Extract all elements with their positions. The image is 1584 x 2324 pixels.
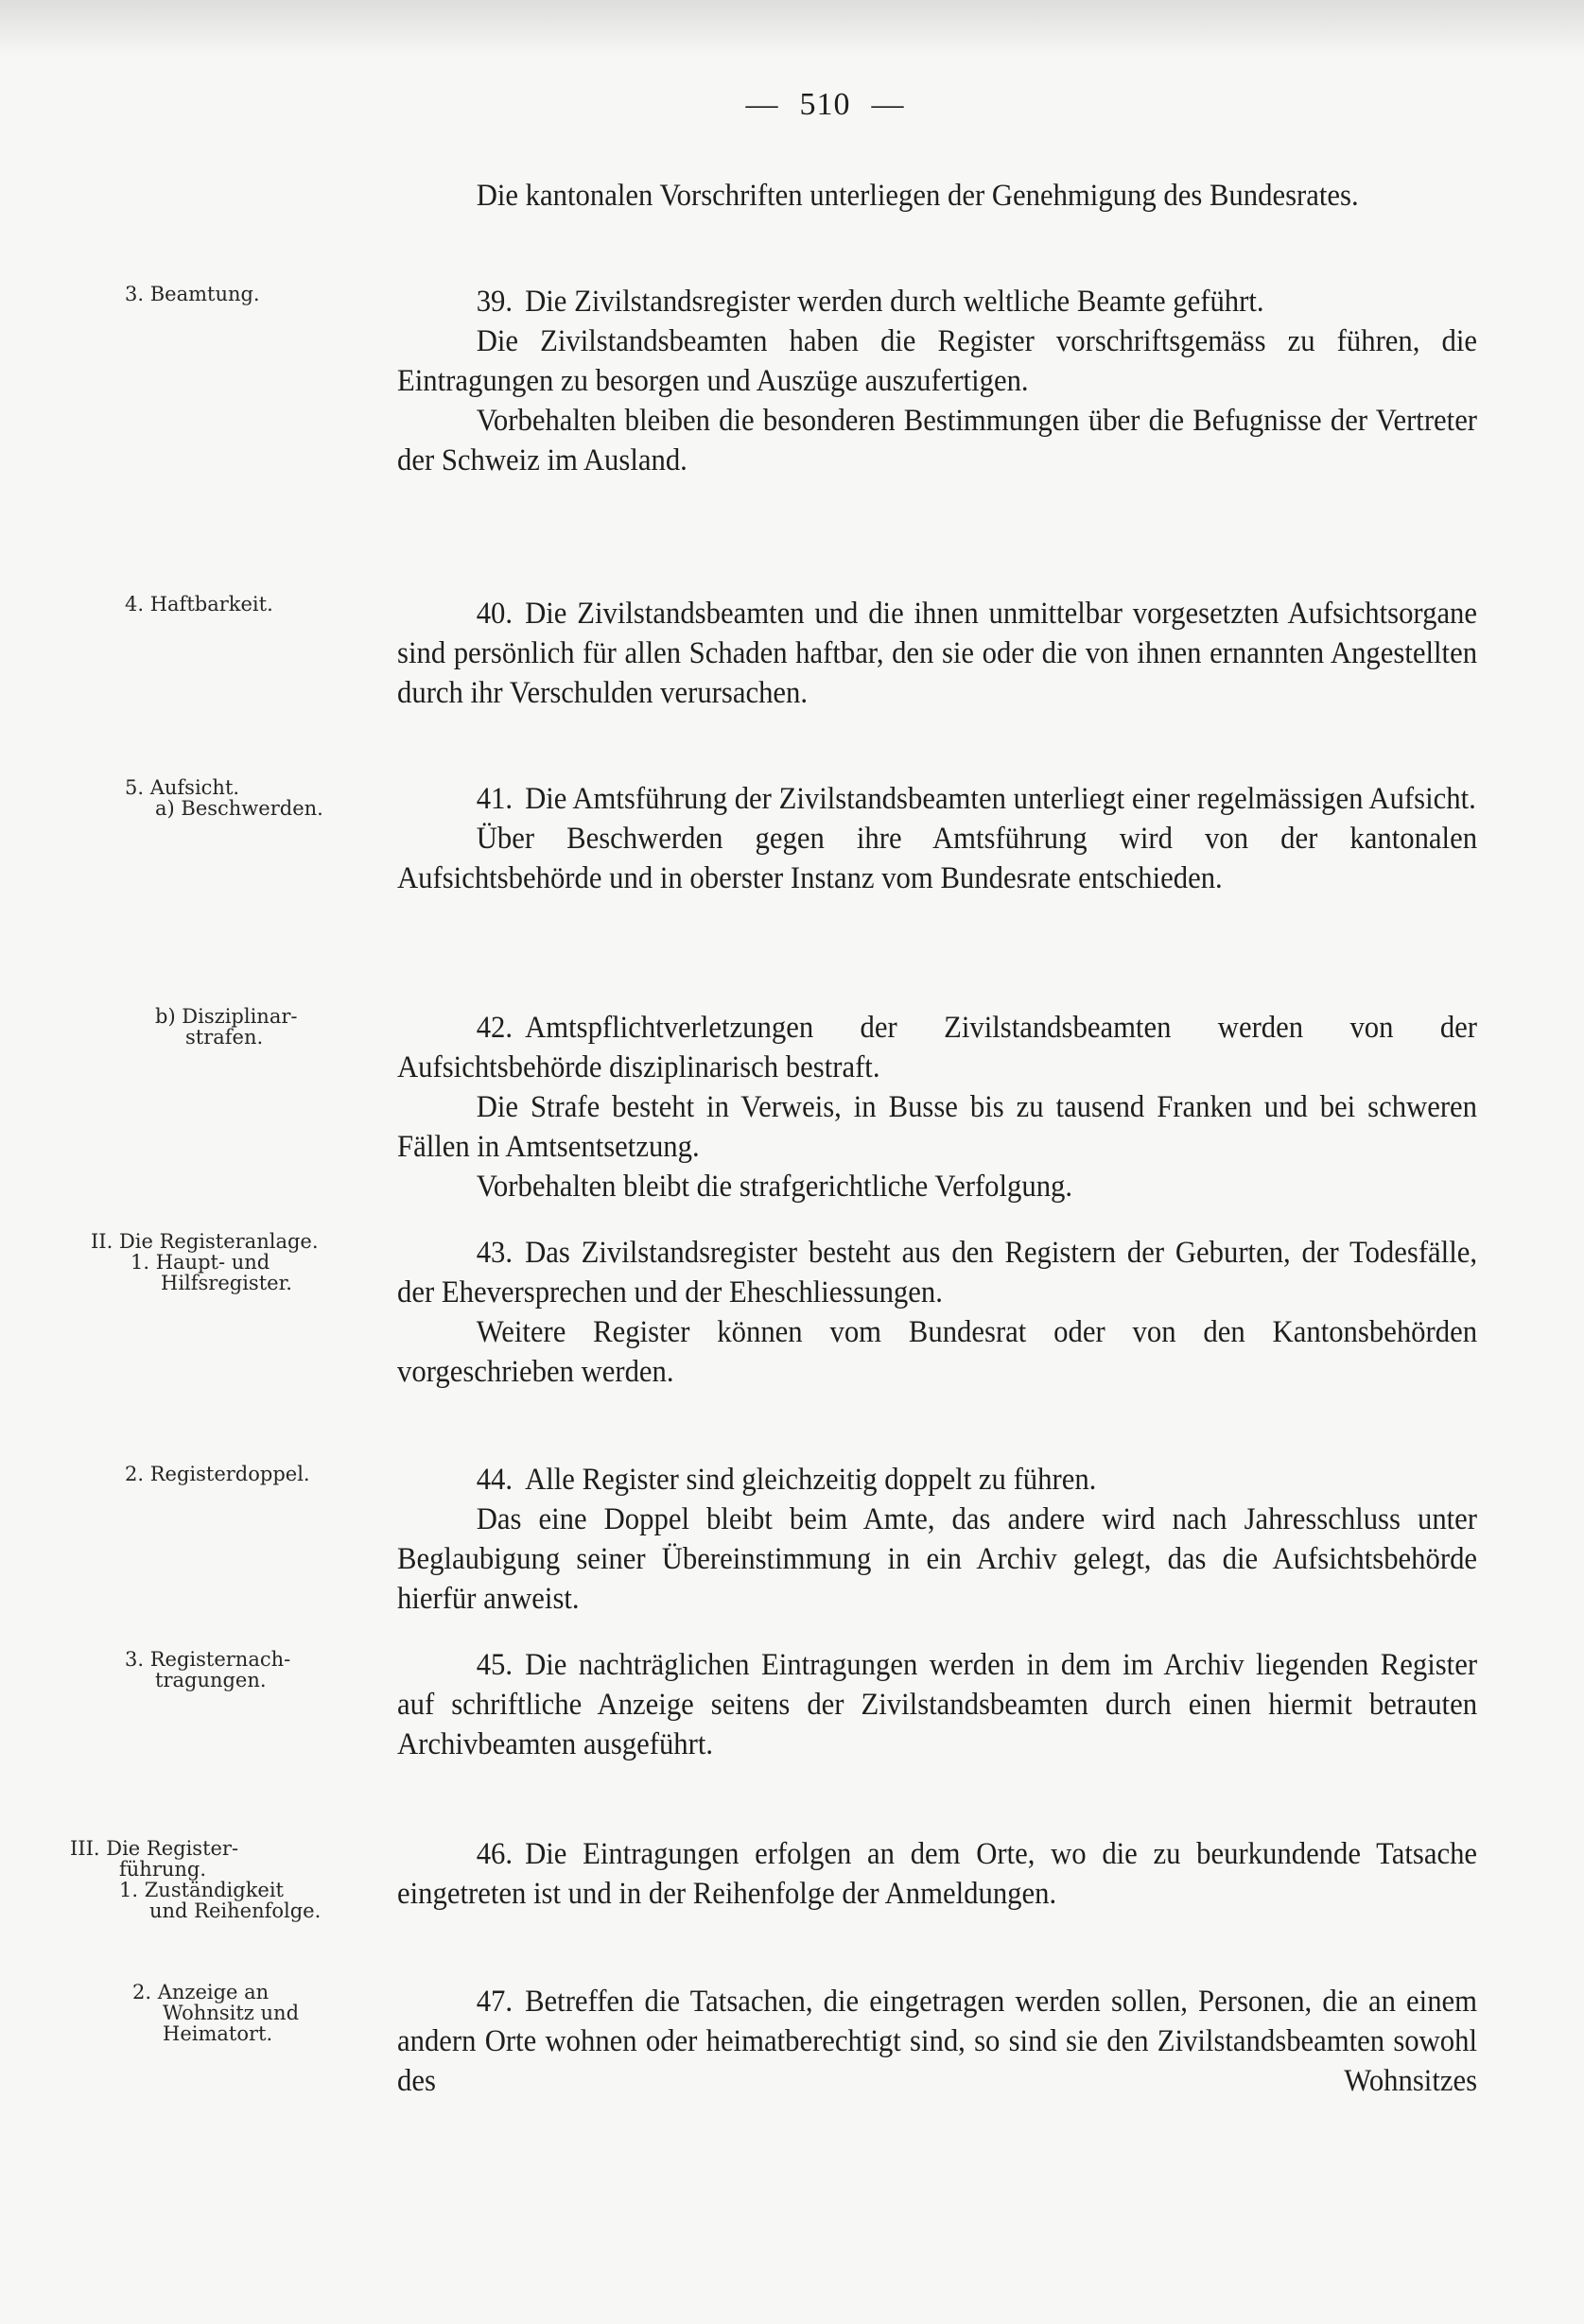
margin-note-anzeige: [132, 1982, 388, 2044]
margin-note-haftbarkeit: [125, 594, 380, 615]
page-number-value: 510: [799, 87, 851, 122]
margin-note-line: 4. Haftbarkeit.: [125, 593, 273, 616]
scan-edge-shadow: [0, 0, 1584, 57]
article-number: 41.: [476, 782, 513, 816]
margin-note-registerdoppel: [125, 1464, 380, 1484]
paragraph: Über Beschwerden gegen ihre Amtsführung wird von der kantonalen Aufsichtsbehörde und in oberster Instanz vom Bundesrate entschieden.: [397, 822, 1478, 895]
paragraph: [397, 1834, 1477, 1914]
paragraph-text: Die nachträglichen Eintragungen werden in dem im Archiv liegenden Register auf schriftliche Anzeige seitens der Zivilstandsbeamten durch einen hiermit betrauten Archivbeamten ausgeführt.: [397, 1648, 1478, 1761]
margin-note-line: und Reihenfolge.: [149, 1899, 322, 1922]
margin-note-line: 1. Haupt- und: [131, 1251, 270, 1274]
paragraph: [397, 1233, 1477, 1312]
margin-note-line: strafen.: [185, 1026, 264, 1049]
margin-note-registernachtragungen: [125, 1649, 380, 1691]
article-41: [397, 779, 1477, 898]
paragraph: Die Zivilstandsbeamten haben die Register vorschriftsgemäss zu führen, die Eintragungen zu besorgen und Auszüge auszufertigen.: [397, 324, 1478, 398]
margin-note-line: Heimatort.: [163, 2022, 273, 2045]
paragraph: [397, 1645, 1477, 1764]
margin-note-line: b) Disziplinar-: [155, 1005, 298, 1028]
page-number-dash-left: —: [745, 87, 779, 122]
margin-note-line: 3. Registernach-: [125, 1648, 291, 1671]
paragraph: [397, 282, 1477, 321]
margin-note-line: a) Beschwerden.: [155, 797, 323, 820]
paragraph-text: Alle Register sind gleichzeitig doppelt zu führen.: [525, 1463, 1097, 1497]
margin-note-disziplinarstrafen: [125, 1006, 380, 1048]
article-number: 46.: [476, 1837, 513, 1871]
article-46: [397, 1834, 1477, 1914]
paragraph-text: Das Zivilstandsregister besteht aus den Registern der Geburten, der Todesfälle, der Eheversprechen und der Eheschliessungen.: [397, 1236, 1478, 1309]
margin-note-line: 2. Registerdoppel.: [125, 1463, 310, 1485]
paragraph-text: Betreffen die Tatsachen, die eingetragen werden sollen, Personen, die an einem andern Orte wohnen oder heimatberechtigt sind, so sind sie den Zivilstandsbeamten sowohl des Wohnsitzes: [397, 1985, 1478, 2098]
margin-note-aufsicht: [125, 777, 380, 819]
paragraph: [397, 1008, 1477, 1087]
margin-note-line: 1. Zuständigkeit: [119, 1879, 284, 1901]
paragraph: Die kantonalen Vorschriften unterliegen der Genehmigung des Bundesrates.: [476, 179, 1359, 213]
paragraph-text: Die Zivilstandsbeamten und die ihnen unmittelbar vorgesetzten Aufsichtsorgane sind persönlich für allen Schaden haftbar, den sie oder die von ihnen ernannten Angestellten durch ihr Verschulden verursachen.: [397, 597, 1478, 710]
article-number: 42.: [476, 1011, 513, 1045]
paragraph: [397, 1982, 1477, 2101]
article-44: [397, 1460, 1477, 1619]
paragraph: [397, 779, 1477, 819]
paragraph: Weitere Register können vom Bundesrat oder von den Kantonsbehörden vorgeschrieben werden.: [397, 1315, 1478, 1389]
paragraph-text: Die Amtsführung der Zivilstandsbeamten unterliegt einer regelmässigen Aufsicht.: [525, 782, 1476, 816]
paragraph: Vorbehalten bleibt die strafgerichtliche Verfolgung.: [476, 1170, 1073, 1204]
article-number: 44.: [476, 1463, 513, 1497]
margin-note-beamtung: [125, 284, 380, 304]
margin-note-line: 3. Beamtung.: [125, 283, 260, 305]
article-number: 40.: [476, 597, 513, 631]
intro-paragraph: [397, 176, 1477, 216]
margin-note-line: tragungen.: [155, 1669, 267, 1691]
page-number: [0, 87, 1584, 123]
paragraph: Die Strafe besteht in Verweis, in Busse bis zu tausend Franken und bei schweren Fällen in Amtsentsetzung.: [397, 1090, 1478, 1164]
margin-note-line: Wohnsitz und: [163, 2002, 300, 2024]
article-45: [397, 1645, 1477, 1764]
paragraph-text: Die Zivilstandsregister werden durch weltliche Beamte geführt.: [525, 285, 1264, 319]
margin-note-line: Hilfsregister.: [161, 1272, 292, 1294]
article-40: [397, 594, 1477, 713]
margin-note-line: III. Die Register-: [70, 1837, 239, 1860]
paragraph-text: Amtspflichtverletzungen der Zivilstandsbeamten werden von der Aufsichtsbehörde disziplinarisch bestraft.: [397, 1011, 1478, 1084]
margin-note-line: II. Die Registeranlage.: [91, 1230, 319, 1253]
article-47: [397, 1982, 1477, 2101]
margin-note-line: 5. Aufsicht.: [125, 776, 240, 799]
article-number: 45.: [476, 1648, 513, 1682]
article-number: 47.: [476, 1985, 513, 2019]
margin-note-registeranlage: [91, 1231, 346, 1293]
paragraph: Vorbehalten bleiben die besonderen Bestimmungen über die Befugnisse der Vertreter der Schweiz im Ausland.: [397, 404, 1478, 477]
article-42: [397, 1008, 1477, 1206]
margin-note-registerfuehrung: [70, 1838, 325, 1921]
paragraph: Das eine Doppel bleibt beim Amte, das andere wird nach Jahresschluss unter Beglaubigung seiner Übereinstimmung in ein Archiv gelegt, das die Aufsichtsbehörde hierfür anweist.: [397, 1502, 1478, 1616]
article-43: [397, 1233, 1477, 1392]
paragraph: [397, 1460, 1477, 1500]
article-number: 43.: [476, 1236, 513, 1270]
page-number-dash-right: —: [871, 87, 905, 122]
paragraph: [397, 594, 1477, 713]
paragraph-text: Die Eintragungen erfolgen an dem Orte, wo die zu beurkundende Tatsache eingetreten ist und in der Reihenfolge der Anmeldungen.: [397, 1837, 1478, 1911]
article-number: 39.: [476, 285, 513, 319]
margin-note-line: führung.: [119, 1858, 207, 1881]
margin-note-line: 2. Anzeige an: [132, 1981, 270, 2003]
article-39: [397, 282, 1477, 480]
